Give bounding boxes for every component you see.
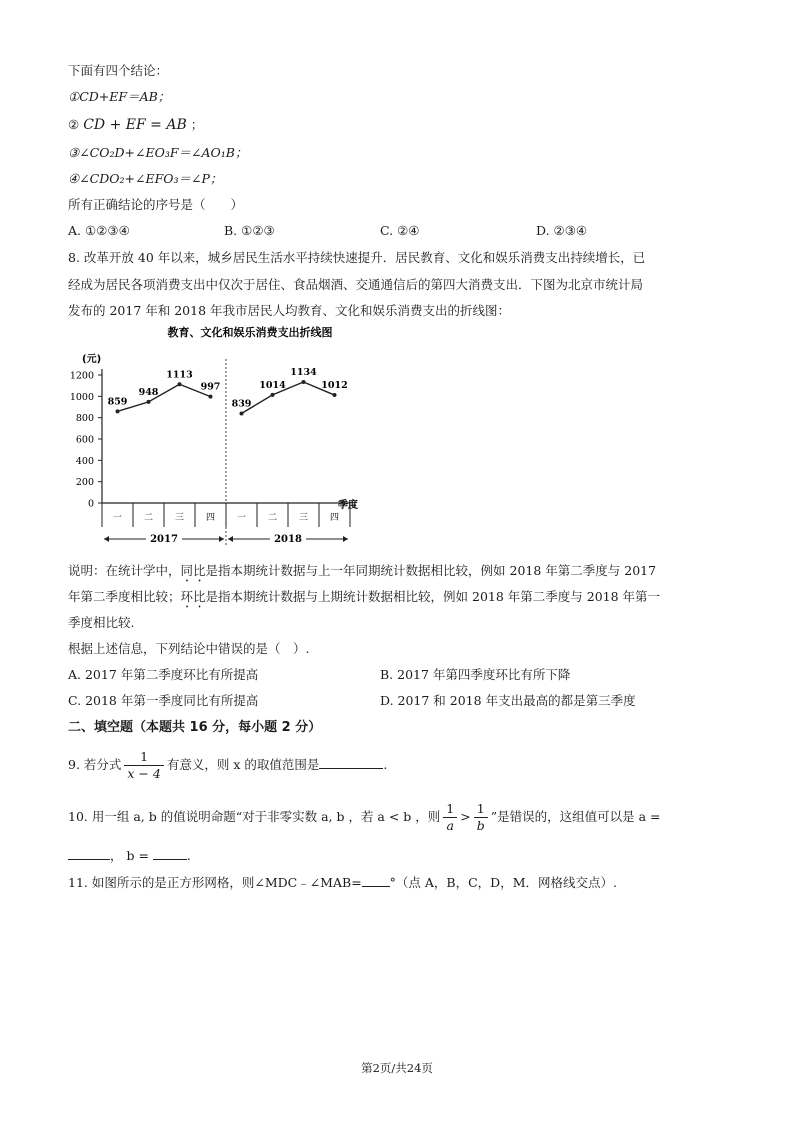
data-point (209, 395, 213, 399)
q10-answer-a-blank[interactable] (68, 846, 110, 860)
data-point (333, 393, 337, 397)
q8-option-b: B. 2017 年第四季度环比有所下降 (380, 667, 571, 682)
x-tick-label: 二 (267, 513, 278, 523)
q9-fraction-numerator: 1 (124, 749, 163, 766)
q7-option-c: C. ②④ (380, 223, 420, 238)
data-label: 997 (200, 381, 221, 393)
q11-answer-blank[interactable] (362, 873, 390, 887)
chart-x-label: 季度 (338, 500, 358, 511)
x-tick-label: 三 (298, 513, 309, 523)
data-label: 1134 (290, 367, 317, 379)
q8-term-tongbi: 同比 (180, 563, 206, 578)
y-tick-label: 200 (75, 477, 94, 489)
year-group-label: 2017 (150, 534, 178, 545)
q8-note-line-2 (68, 588, 660, 611)
q9-end: . (383, 757, 388, 772)
page-footer: 第2页/共24页 (361, 1061, 433, 1075)
q10-fraction-1 (443, 801, 457, 834)
q10 (68, 800, 660, 834)
q11-text: °（点 A，B，C，D，M．网格线交点）. (389, 875, 617, 890)
q8-note-line-1 (68, 562, 656, 585)
q10-fraction-2-denominator: b (476, 818, 485, 833)
q10-fraction-2-numerator: 1 (474, 801, 488, 818)
q8-option-d: D. 2017 和 2018 年支出最高的都是第三季度 (380, 693, 636, 708)
data-point (271, 393, 275, 397)
q9-fraction-denominator: x − 4 (127, 766, 161, 781)
series-line (118, 384, 211, 411)
q7-option-d: D. ②③④ (536, 223, 588, 238)
y-tick-label: 0 (87, 498, 94, 510)
q9-prefix: 9. 若分式 (68, 757, 122, 772)
q7-option-b: B. ①②③ (224, 223, 275, 238)
q10-fraction-2 (474, 801, 488, 834)
q7-conclusion-4: ④∠CDO₂+∠EFO₃＝∠P； (68, 171, 223, 186)
q7-question: 所有正确结论的序号是（ ） (68, 197, 244, 212)
data-point (116, 409, 120, 413)
x-tick-label: 二 (143, 513, 154, 523)
year-group-label: 2018 (274, 534, 302, 545)
data-label: 1113 (166, 369, 193, 381)
x-tick-label: 一 (236, 513, 247, 523)
q8-note-line-3: 季度相比较. (68, 615, 135, 630)
q8-note-prefix: 说明：在统计学中， (68, 563, 181, 578)
q9 (68, 748, 387, 782)
q7-conclusion-2-number: ② (68, 117, 80, 132)
q7-conclusion-1: ①CD+EF＝AB； (68, 89, 171, 104)
year-span-arrow (228, 536, 233, 542)
q10-prefix: 10. 用一组 a, b 的值说明命题“对于非零实数 a, b ，若 a < b ，则 (68, 809, 441, 824)
chart-title: 教育、文化和娱乐消费支出折线图 (167, 326, 333, 339)
data-point (178, 382, 182, 386)
q7-conclusion-2-end: ； (190, 117, 204, 132)
q7-conclusion-2-expr: CD + EF = AB (83, 117, 187, 133)
y-tick-label: 600 (75, 434, 94, 446)
data-label: 859 (107, 396, 128, 408)
q11 (68, 873, 617, 892)
q8-stem-line-3: 发布的 2017 年和 2018 年我市居民人均教育、文化和娱乐消费支出的折线图： (68, 303, 511, 318)
q8-stem-line-2: 经成为居民各项消费支出中仅次于居住、食品烟酒、交通通信后的第四大消费支出．下图为北京市统计局 (68, 277, 644, 292)
y-tick-label: 1000 (69, 391, 94, 403)
q8-note-huanbi-def: 是指本期统计数据与上期统计数据相比较，例如 2018 年第二季度与 2018 年第一 (205, 589, 661, 604)
year-span-arrow (343, 536, 348, 542)
q8-option-a: A. 2017 年第二季度环比有所提高 (68, 667, 259, 682)
q8-note-tongbi-def: 是指本期统计数据与上一年同期统计数据相比较，例如 2018 年第二季度与 2017 (205, 563, 657, 578)
x-tick-label: 四 (329, 513, 340, 523)
q8-question: 根据上述信息，下列结论中错误的是（ ）. (68, 641, 310, 656)
q8-note-line-2-start: 年第二季度相比较； (68, 589, 181, 604)
q7-conclusion-3: ③∠CO₂D+∠EO₃F＝∠AO₁B； (68, 145, 248, 160)
q7-intro: 下面有四个结论： (68, 63, 169, 78)
q10-line-2 (68, 846, 191, 865)
section-2-heading: 二、填空题（本题共 16 分，每小题 2 分） (68, 720, 322, 735)
line-chart (60, 322, 360, 552)
data-label: 1014 (259, 379, 286, 391)
data-point (302, 380, 306, 384)
q10-fraction-1-denominator: a (446, 818, 454, 833)
data-point (147, 400, 151, 404)
q10-end: . (186, 848, 191, 863)
data-point (240, 412, 244, 416)
q9-fraction (124, 749, 163, 782)
chart-y-unit: (元) (82, 354, 102, 365)
y-tick-label: 400 (75, 455, 94, 467)
data-label: 1012 (321, 380, 348, 392)
data-label: 948 (138, 386, 159, 398)
data-label: 839 (231, 398, 252, 410)
q8-stem-line-1: 8. 改革开放 40 年以来，城乡居民生活水平持续快速提升．居民教育、文化和娱乐消费支出持续增长，已 (68, 250, 646, 265)
q8-term-huanbi: 环比 (180, 589, 206, 604)
q10-greater-than: > (460, 809, 471, 824)
q10-b-label: ， b = (110, 848, 149, 863)
year-span-arrow (104, 536, 109, 542)
q11-prefix: 11. 如图所示的是正方形网格，则∠MDC﹣∠MAB= (68, 875, 362, 890)
x-tick-label: 四 (205, 513, 216, 523)
q10-answer-b-blank[interactable] (153, 846, 187, 860)
q7-conclusion-2 (68, 116, 203, 134)
x-tick-label: 一 (112, 513, 123, 523)
x-tick-label: 三 (174, 513, 185, 523)
year-span-arrow (219, 536, 224, 542)
y-tick-label: 800 (75, 413, 94, 425)
q7-option-a: A. ①②③④ (68, 223, 130, 238)
q8-option-c: C. 2018 年第一季度同比有所提高 (68, 693, 259, 708)
q10-fraction-1-numerator: 1 (443, 801, 457, 818)
q9-answer-blank[interactable] (319, 755, 383, 769)
q10-text: ”是错误的，这组值可以是 a = (490, 809, 661, 824)
y-tick-label: 1200 (69, 370, 94, 382)
q9-text: 有意义，则 x 的取值范围是 (166, 757, 320, 772)
